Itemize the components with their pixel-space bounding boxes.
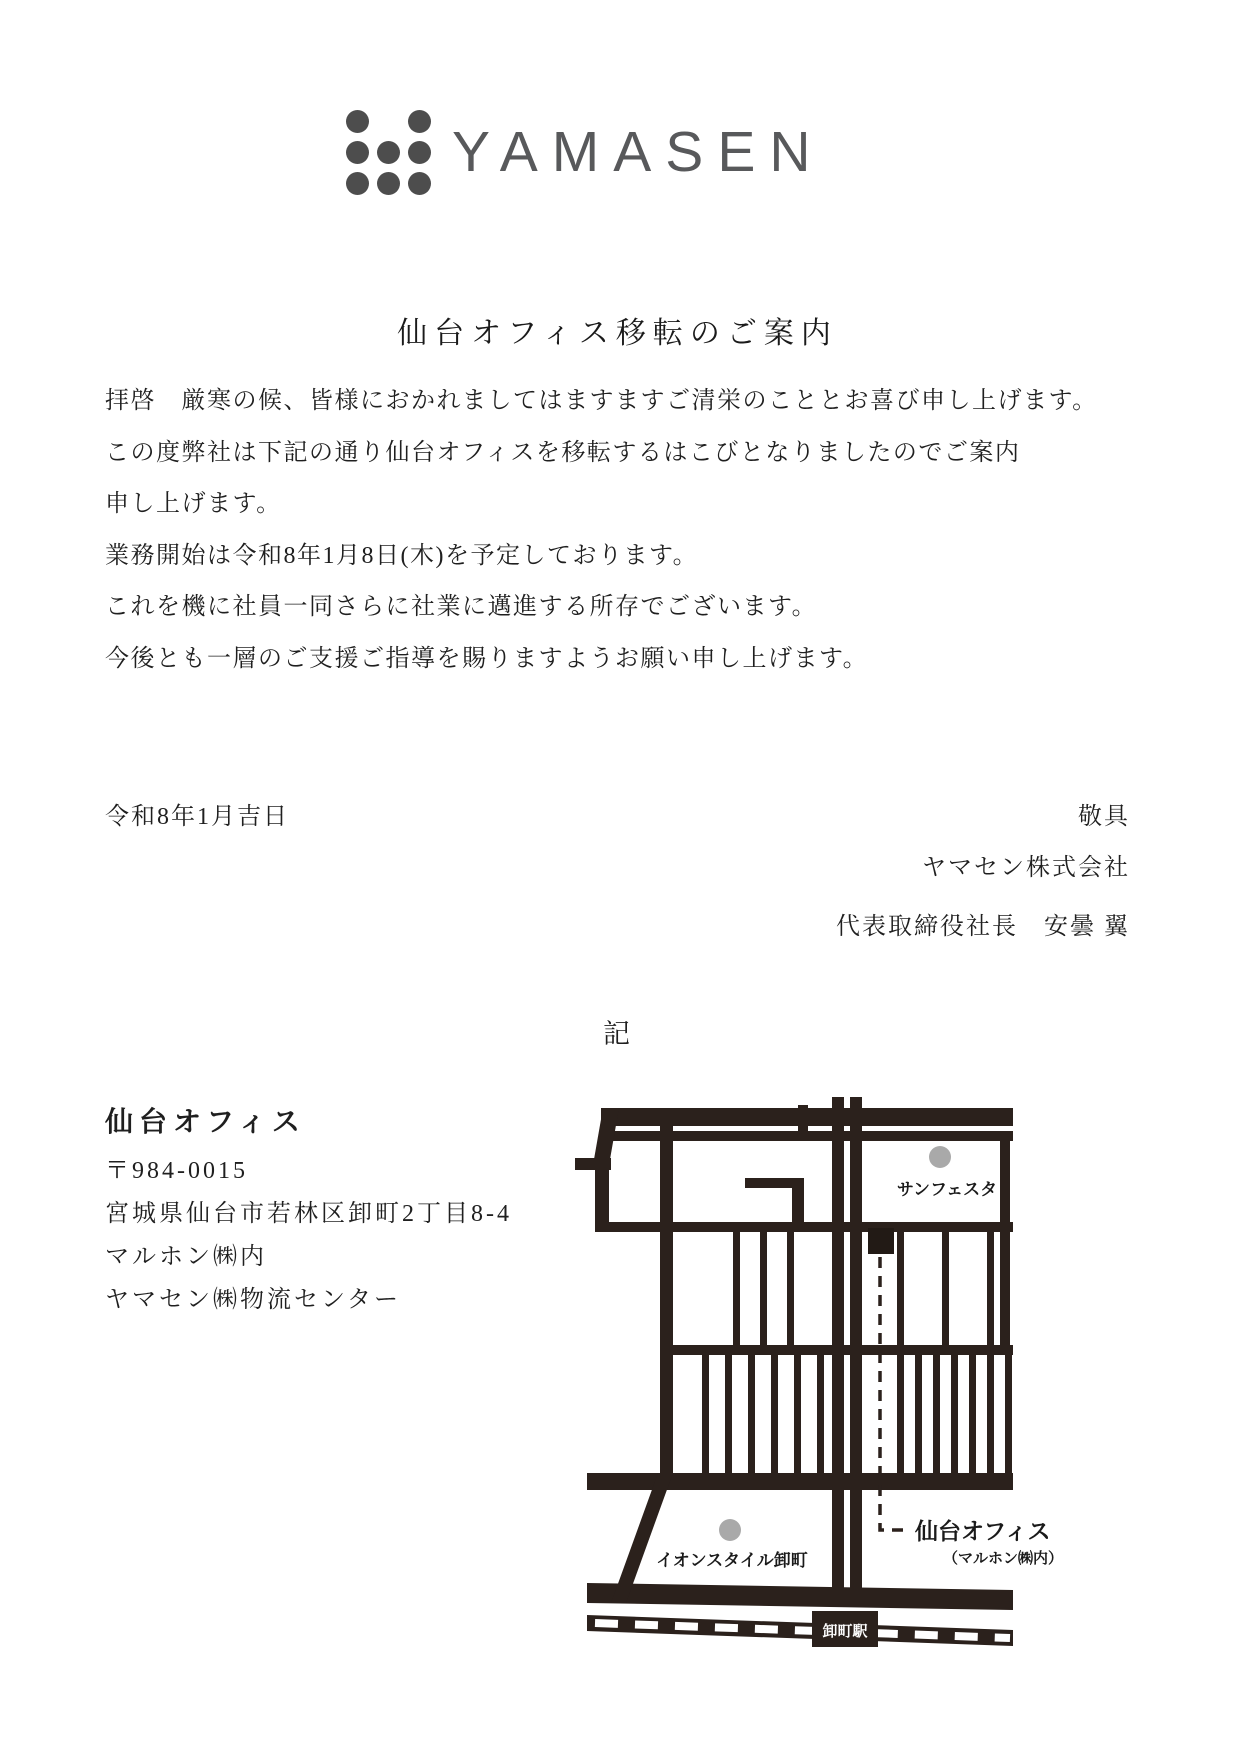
access-map [523,1025,1064,1660]
letter-title: 仙台オフィス移転のご案内 [397,317,838,350]
logo-wordmark: YAMASEN [452,120,825,184]
aeon-marker [719,1519,741,1541]
letter-line: 申し上げます。 [105,491,282,517]
logo-dot [408,110,431,133]
office-info [105,1100,512,1328]
logo-dot [408,141,431,164]
office-postal: 〒984-0015 [105,1158,248,1184]
office-address: 宮城県仙台市若林区卸町2丁目8-4 [105,1201,512,1227]
logo-dot [346,172,369,195]
letter-line: この度弊社は下記の通り仙台オフィスを移転するはこびとなりましたのでご案内 [105,439,1021,466]
destination-marker [868,1228,894,1254]
office-building: マルホン㈱内 [105,1244,267,1270]
destination-note: （マルホン㈱内） [943,1550,1064,1567]
letter-line: これを機に社員一同さらに社業に邁進する所存でございます。 [105,594,818,620]
station-badge [812,1611,878,1647]
president-name: 代表取締役社長 安曇 翼 [836,914,1130,940]
letter-body [105,384,1135,693]
aeon-label: イオンスタイル卸町 [656,1551,808,1570]
office-facility: ヤマセン㈱物流センター [105,1287,402,1313]
sunfesta-label: サンフェスタ [896,1180,998,1199]
destination-label: 仙台オフィス [915,1518,1051,1544]
letter-closing: 敬具 [1078,804,1130,830]
office-name: 仙台オフィス [105,1107,306,1138]
logo-dot [346,110,369,133]
letter-line: 業務開始は令和8年1月8日(木)を予定しております。 [105,542,699,569]
letter-line: 拝啓 厳寒の候、皆様におかれましてはますますご清栄のこととお喜び申し上げます。 [105,388,1098,414]
railway-line [587,1615,1013,1646]
dot-grid-logo-icon [346,110,431,195]
logo-dot [377,172,400,195]
record-heading: 記 [603,1019,632,1049]
signature-block [836,847,1130,941]
logo-dot [408,172,431,195]
letter-line: 今後とも一層のご支援ご指導を賜りますようお願い申し上げます。 [105,645,869,672]
letter-date: 令和8年1月吉日 [105,804,289,830]
logo-dot [346,141,369,164]
access-map-svg [523,1025,1064,1660]
logo-dot [377,141,400,164]
station-label: 卸町駅 [822,1623,868,1640]
company-name: ヤマセン株式会社 [922,855,1130,881]
logo [0,0,1241,220]
letter-date-row [105,796,1130,831]
sunfesta-marker [929,1146,951,1168]
